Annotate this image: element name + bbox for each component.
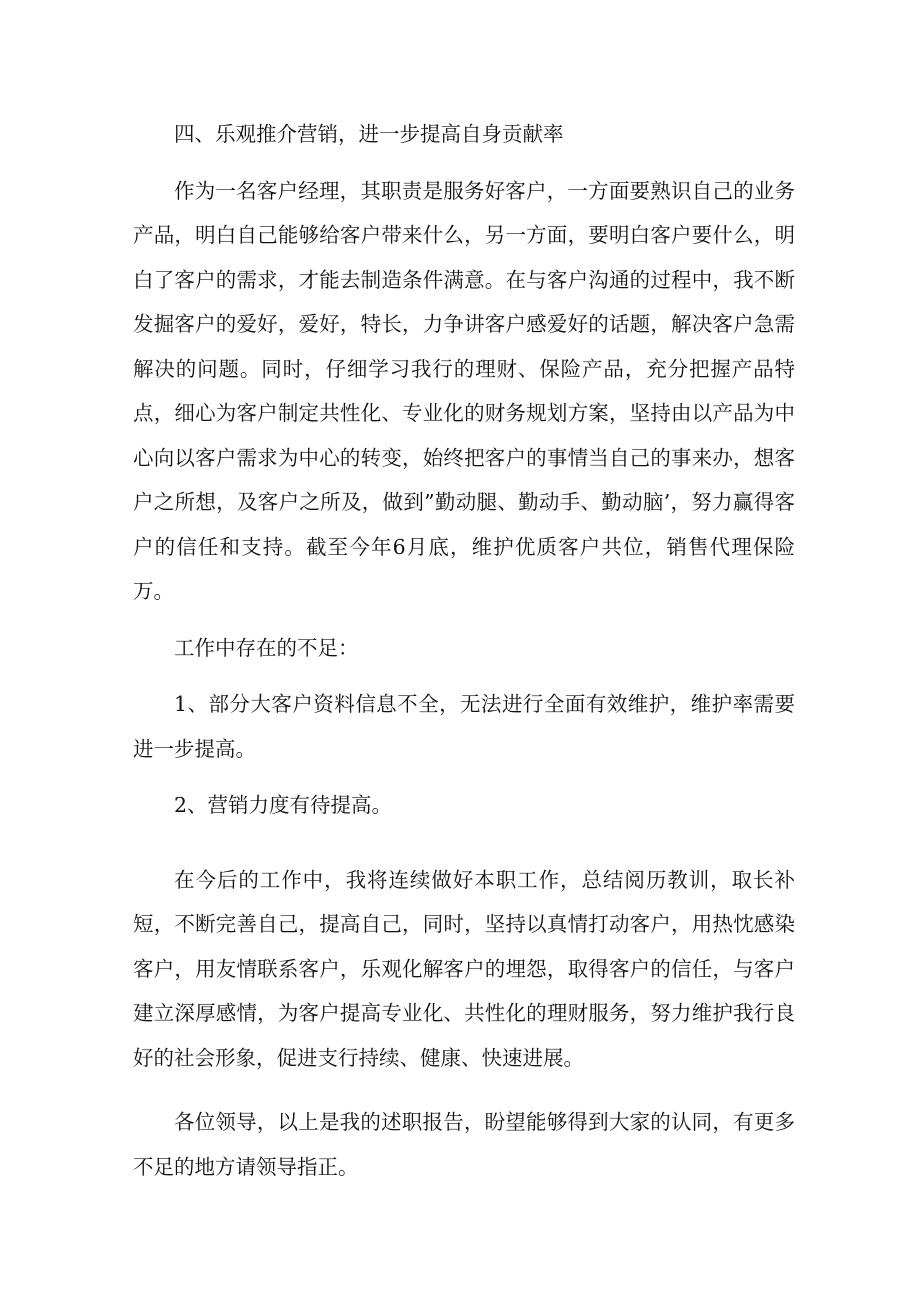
shortcoming-item-2: 2、营销力度有待提高。 bbox=[174, 793, 393, 817]
paragraph-future-work: 在今后的工作中，我将连续做好本职工作，总结阅历教训，取长补短，不断完善自己，提高自己，同时，坚持以真情打动客户，用热忱感染客户，用友情联系客户，乐观化解客户的埋怨，取得客户的信任，与客户建立深厚感情，为客户提高专业化、共性化的理财服务，努力维护我行良好的社会形象，促进支行持续、健康、快速进展。 bbox=[133, 867, 795, 1070]
paragraph-closing: 各位领导，以上是我的述职报告，盼望能够得到大家的认同，有更多不足的地方请领导指正。 bbox=[133, 1110, 795, 1179]
shortcoming-item-1: 1、部分大客户资料信息不全，无法进行全面有效维护，维护率需要进一步提高。 bbox=[133, 692, 795, 761]
document-body bbox=[133, 112, 795, 1189]
section-heading: 四、乐观推介营销，进一步提高自身贡献率 bbox=[174, 122, 564, 146]
paragraph-customer-manager: 作为一名客户经理，其职责是服务好客户，一方面要熟识自己的业务产品，明白自己能够给客户带来什么，另一方面，要明白客户要什么，明白了客户的需求，才能去制造条件满意。在与客户沟通的过程中，我不断发掘客户的爱好，爱好，特长，力争讲客户感爱好的话题，解决客户急需解决的问题。同时，仔细学习我行的理财、保险产品，充分把握产品特点，细心为客户制定共性化、专业化的财务规划方案，坚持由以产品为中心向以客户需求为中心的转变，始终把客户的事情当自己的事来办，想客户之所想，及客户之所及，做到”勤动腿、勤动手、勤动脑’，努力赢得客户的信任和支持。截至今年6月底，维护优质客户共位，销售代理保险万。 bbox=[133, 178, 795, 603]
shortcomings-title: 工作中存在的不足： bbox=[174, 635, 359, 660]
